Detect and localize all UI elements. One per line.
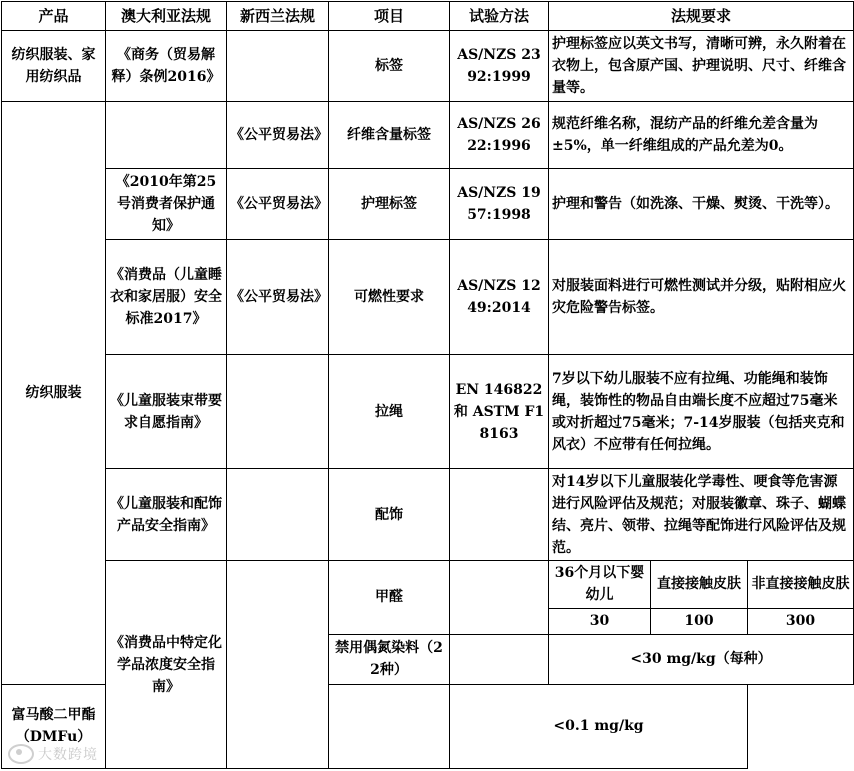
header-product: 产品	[2, 2, 106, 31]
requirement-cell: 对服装面料进行可燃性测试并分级，贴附相应火灾危险警告标签。	[549, 239, 854, 354]
nz-regulation-cell: 《公平贸易法》	[227, 169, 329, 239]
table-row	[2, 169, 854, 239]
au-regulation-cell	[106, 102, 227, 169]
table-row	[2, 31, 854, 102]
product-cell: 纺织服装、家用纺织品	[2, 31, 106, 102]
regulation-table	[1, 1, 854, 769]
table-row	[2, 102, 854, 169]
requirement-cell: 护理标签应以英文书写，清晰可辨，永久附着在衣物上，包含原产国、护理说明、尺寸、纤维含量等。	[549, 31, 854, 102]
watermark-logo-icon	[8, 744, 34, 764]
requirement-cell: <30 mg/kg（每种）	[549, 634, 854, 684]
au-regulation-cell: 《2010年第25号消费者保护通知》	[106, 169, 227, 239]
header-test-method: 试验方法	[450, 2, 549, 31]
item-cell: 纤维含量标签	[329, 102, 450, 169]
requirement-cell: <0.1 mg/kg	[450, 684, 748, 768]
method-cell: AS/NZS 2622:1996	[450, 102, 549, 169]
formaldehyde-subheader-indirect: 非直接接触皮肤	[748, 561, 854, 608]
method-cell	[450, 634, 549, 684]
formaldehyde-value-direct: 100	[651, 608, 748, 634]
au-regulation-cell: 《消费品（儿童睡衣和家居服）安全标准2017》	[106, 239, 227, 354]
method-cell	[450, 561, 549, 634]
nz-regulation-cell	[227, 469, 329, 561]
header-item: 项目	[329, 2, 450, 31]
formaldehyde-value-indirect: 300	[748, 608, 854, 634]
method-cell	[450, 469, 549, 561]
method-cell: AS/NZS 1249:2014	[450, 239, 549, 354]
au-regulation-cell: 《消费品中特定化学品浓度安全指南》	[106, 561, 227, 769]
item-cell: 拉绳	[329, 354, 450, 468]
requirement-cell: 对14岁以下儿童服装化学毒性、哽食等危害源进行风险评估及规范；对服装徽章、珠子、蝴蝶结、亮片、领带、拉绳等配饰进行风险评估及规范。	[549, 469, 854, 561]
formaldehyde-subheader-infant: 36个月以下婴幼儿	[549, 561, 651, 608]
header-au-regulation: 澳大利亚法规	[106, 2, 227, 31]
item-cell: 禁用偶氮染料（22种）	[329, 634, 450, 684]
au-regulation-cell: 《儿童服装和配饰产品安全指南》	[106, 469, 227, 561]
au-regulation-cell: 《商务（贸易解释）条例2016》	[106, 31, 227, 102]
watermark-text: 大数跨境	[38, 747, 98, 763]
table-row	[2, 239, 854, 354]
item-cell: 甲醛	[329, 561, 450, 634]
watermark	[8, 744, 98, 764]
method-cell: EN 146822和 ASTM F18163	[450, 354, 549, 468]
method-cell	[329, 684, 450, 768]
nz-regulation-cell: 《公平贸易法》	[227, 102, 329, 169]
requirement-cell: 护理和警告（如洗涤、干燥、熨烫、干洗等）。	[549, 169, 854, 239]
nz-regulation-cell	[227, 561, 329, 769]
requirement-cell: 规范纤维名称，混纺产品的纤维允差含量为±5%，单一纤维组成的产品允差为0。	[549, 102, 854, 169]
au-regulation-cell: 《儿童服装束带要求自愿指南》	[106, 354, 227, 468]
item-cell: 可燃性要求	[329, 239, 450, 354]
item-cell: 配饰	[329, 469, 450, 561]
requirement-cell: 7岁以下幼儿服装不应有拉绳、功能绳和装饰绳，装饰性的物品自由端长度不应超过75毫米或对折超过75毫米；7-14岁服装（包括夹克和风衣）不应带有任何拉绳。	[549, 354, 854, 468]
table-row	[2, 469, 854, 561]
nz-regulation-cell: 《公平贸易法》	[227, 239, 329, 354]
product-group-cell: 纺织服装	[2, 102, 106, 684]
method-cell: AS/NZS 1957:1998	[450, 169, 549, 239]
formaldehyde-value-infant: 30	[549, 608, 651, 634]
item-cell: 富马酸二甲酯（DMFu）	[2, 684, 106, 768]
header-requirement: 法规要求	[549, 2, 854, 31]
method-cell: AS/NZS 2392:1999	[450, 31, 549, 102]
header-row	[2, 2, 854, 31]
nz-regulation-cell	[227, 31, 329, 102]
header-nz-regulation: 新西兰法规	[227, 2, 329, 31]
formaldehyde-subheader-direct: 直接接触皮肤	[651, 561, 748, 608]
item-cell: 标签	[329, 31, 450, 102]
item-cell: 护理标签	[329, 169, 450, 239]
table-row	[2, 354, 854, 468]
nz-regulation-cell	[227, 354, 329, 468]
table-row	[2, 561, 854, 608]
